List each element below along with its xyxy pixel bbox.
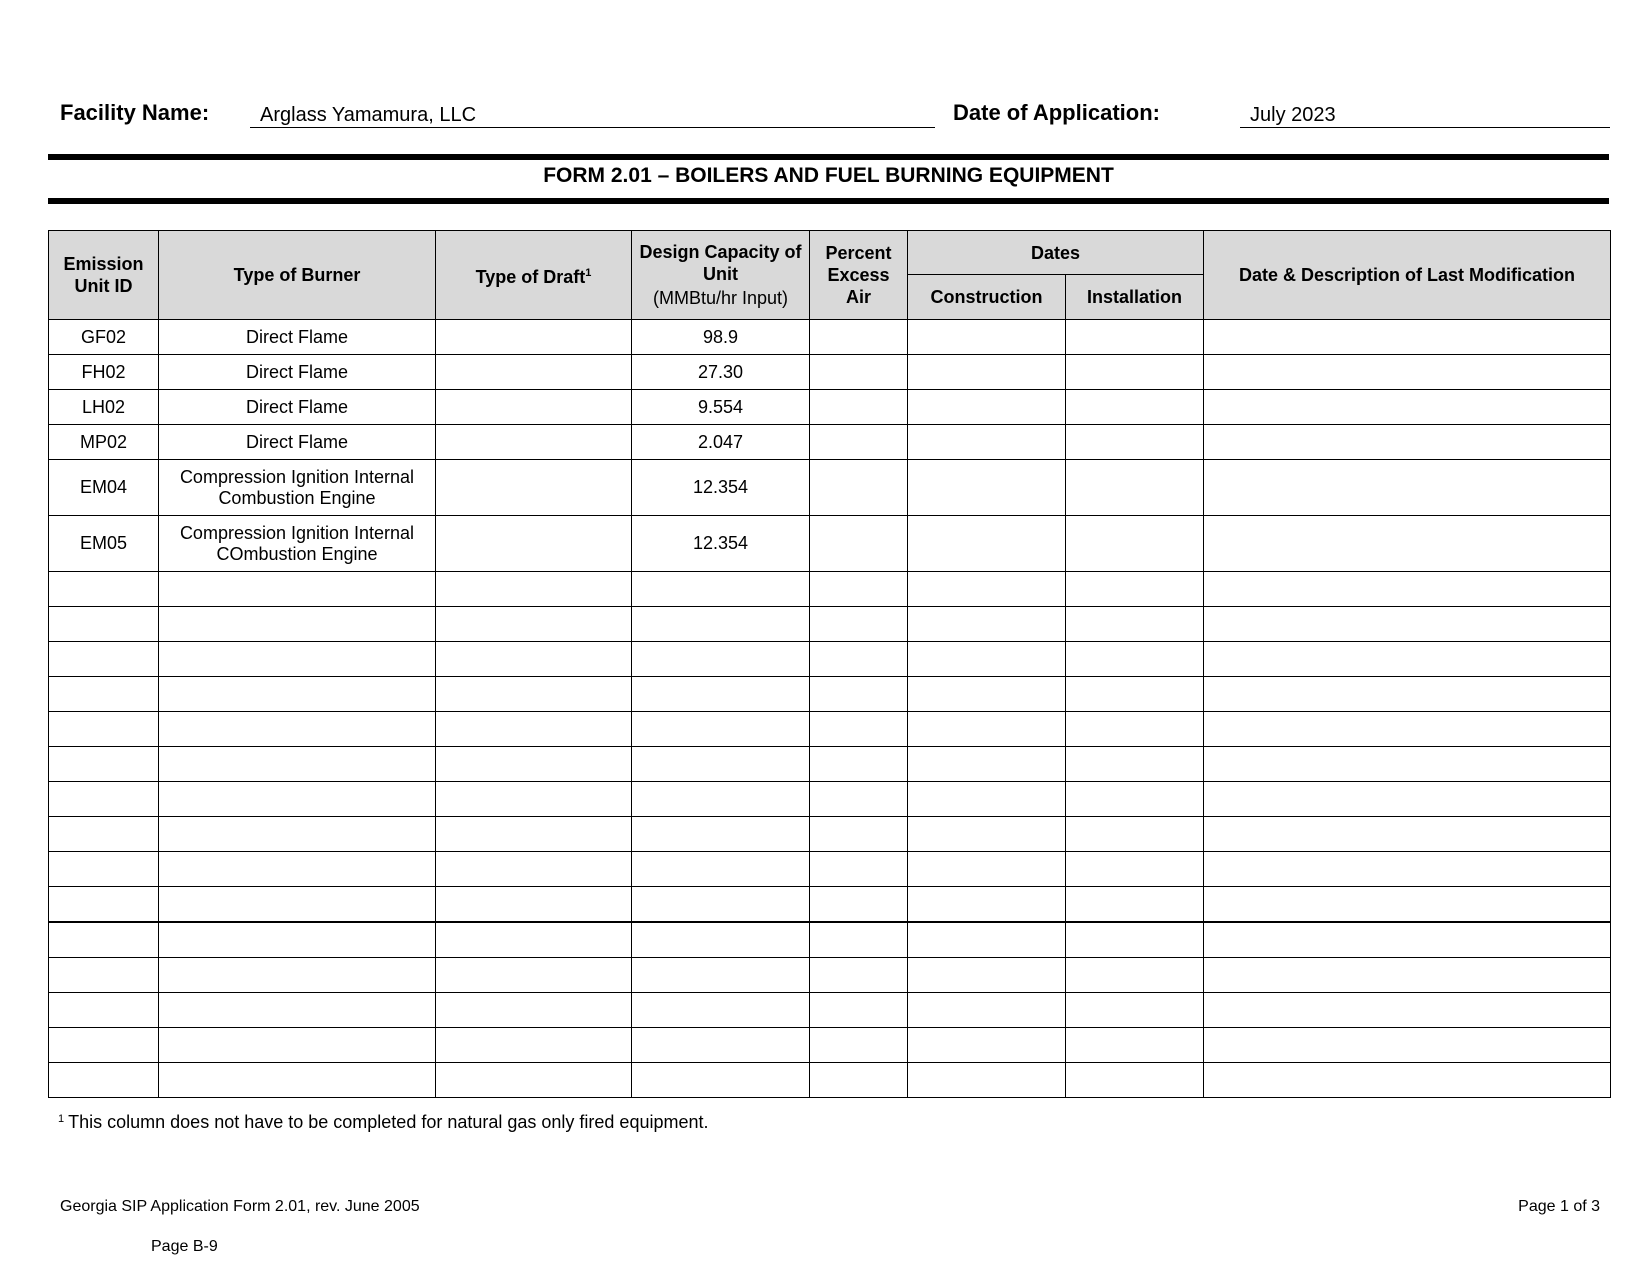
cell-draft[interactable] — [436, 993, 632, 1028]
cell-modification[interactable] — [1204, 355, 1611, 390]
draft-footnote-marker: 1 — [585, 267, 592, 279]
header-installation: Installation — [1066, 275, 1204, 320]
cell-excess-air[interactable] — [810, 1028, 908, 1063]
cell-construction[interactable] — [908, 958, 1066, 993]
cell-installation[interactable] — [1066, 817, 1204, 852]
cell-unit-id[interactable]: MP02 — [49, 425, 159, 460]
cell-installation[interactable] — [1066, 712, 1204, 747]
cell-burner[interactable] — [159, 642, 436, 677]
table-row — [49, 460, 1611, 516]
cell-capacity[interactable] — [632, 642, 810, 677]
cell-unit-id[interactable] — [49, 712, 159, 747]
cell-construction[interactable] — [908, 712, 1066, 747]
cell-draft[interactable] — [436, 355, 632, 390]
cell-draft[interactable] — [436, 320, 632, 355]
cell-construction[interactable] — [908, 460, 1066, 516]
cell-excess-air[interactable] — [810, 642, 908, 677]
cell-burner[interactable] — [159, 782, 436, 817]
cell-construction[interactable] — [908, 1063, 1066, 1098]
cell-construction[interactable] — [908, 782, 1066, 817]
cell-excess-air[interactable] — [810, 320, 908, 355]
blank-table-row — [49, 922, 1611, 958]
cell-capacity[interactable] — [632, 958, 810, 993]
cell-excess-air[interactable] — [810, 425, 908, 460]
cell-capacity[interactable]: 2.047 — [632, 425, 810, 460]
cell-unit-id[interactable] — [49, 572, 159, 607]
cell-capacity[interactable]: 12.354 — [632, 460, 810, 516]
equipment-table — [48, 230, 1611, 1098]
title-top-rule — [48, 154, 1609, 160]
cell-modification[interactable] — [1204, 958, 1611, 993]
cell-unit-id[interactable] — [49, 852, 159, 887]
cell-construction[interactable] — [908, 425, 1066, 460]
cell-capacity[interactable] — [632, 922, 810, 958]
cell-draft[interactable] — [436, 958, 632, 993]
cell-excess-air[interactable] — [810, 572, 908, 607]
cell-installation[interactable] — [1066, 887, 1204, 923]
blank-table-row — [49, 817, 1611, 852]
blank-table-row — [49, 1063, 1611, 1098]
header-last-modification: Date & Description of Last Modification — [1204, 231, 1611, 320]
cell-installation[interactable] — [1066, 993, 1204, 1028]
cell-installation[interactable] — [1066, 782, 1204, 817]
cell-draft[interactable] — [436, 425, 632, 460]
cell-burner[interactable] — [159, 572, 436, 607]
cell-construction[interactable] — [908, 677, 1066, 712]
header-percent-excess-air: Percent Excess Air — [810, 231, 908, 320]
cell-excess-air[interactable] — [810, 958, 908, 993]
cell-excess-air[interactable] — [810, 607, 908, 642]
cell-capacity[interactable]: 12.354 — [632, 516, 810, 572]
cell-modification[interactable] — [1204, 1063, 1611, 1098]
cell-draft[interactable] — [436, 887, 632, 923]
cell-capacity[interactable] — [632, 677, 810, 712]
cell-construction[interactable] — [908, 852, 1066, 887]
cell-unit-id[interactable] — [49, 1028, 159, 1063]
cell-installation[interactable] — [1066, 642, 1204, 677]
cell-unit-id[interactable]: FH02 — [49, 355, 159, 390]
cell-excess-air[interactable] — [810, 993, 908, 1028]
cell-installation[interactable] — [1066, 460, 1204, 516]
cell-excess-air[interactable] — [810, 677, 908, 712]
cell-draft[interactable] — [436, 1028, 632, 1063]
cell-draft[interactable] — [436, 852, 632, 887]
cell-construction[interactable] — [908, 887, 1066, 923]
cell-burner[interactable] — [159, 922, 436, 958]
cell-burner[interactable] — [159, 1063, 436, 1098]
blank-table-row — [49, 712, 1611, 747]
cell-construction[interactable] — [908, 1028, 1066, 1063]
cell-burner[interactable]: Direct Flame — [159, 355, 436, 390]
cell-capacity[interactable] — [632, 607, 810, 642]
cell-draft[interactable] — [436, 1063, 632, 1098]
cell-burner[interactable]: Compression Ignition Internal COmbustion Engine — [159, 516, 436, 572]
cell-unit-id[interactable] — [49, 607, 159, 642]
cell-unit-id[interactable] — [49, 922, 159, 958]
cell-installation[interactable] — [1066, 516, 1204, 572]
cell-capacity[interactable] — [632, 1063, 810, 1098]
cell-excess-air[interactable] — [810, 922, 908, 958]
facility-name-field[interactable]: Arglass Yamamura, LLC — [250, 100, 935, 128]
cell-installation[interactable] — [1066, 1028, 1204, 1063]
cell-capacity[interactable] — [632, 993, 810, 1028]
table-row — [49, 320, 1611, 355]
cell-modification[interactable] — [1204, 516, 1611, 572]
cell-modification[interactable] — [1204, 607, 1611, 642]
blank-table-row — [49, 852, 1611, 887]
cell-installation[interactable] — [1066, 390, 1204, 425]
header-design-capacity-units: (MMBtu/hr Input) — [652, 288, 789, 308]
cell-construction[interactable] — [908, 993, 1066, 1028]
cell-construction[interactable] — [908, 320, 1066, 355]
cell-modification[interactable] — [1204, 922, 1611, 958]
cell-draft[interactable] — [436, 516, 632, 572]
header-type-of-draft-text: Type of Draft — [475, 267, 586, 287]
cell-installation[interactable] — [1066, 425, 1204, 460]
table-row — [49, 390, 1611, 425]
cell-excess-air[interactable] — [810, 516, 908, 572]
cell-unit-id[interactable] — [49, 747, 159, 782]
cell-capacity[interactable]: 9.554 — [632, 390, 810, 425]
header-dates: Dates — [908, 231, 1204, 275]
blank-table-row — [49, 747, 1611, 782]
header-design-capacity-text: Design Capacity of Unit — [639, 242, 802, 284]
cell-unit-id[interactable] — [49, 958, 159, 993]
blank-table-row — [49, 958, 1611, 993]
cell-capacity[interactable] — [632, 712, 810, 747]
form-title: FORM 2.01 – BOILERS AND FUEL BURNING EQUIPMENT — [543, 164, 1114, 187]
table-row — [49, 355, 1611, 390]
cell-installation[interactable] — [1066, 677, 1204, 712]
table-row — [49, 425, 1611, 460]
cell-installation[interactable] — [1066, 747, 1204, 782]
cell-excess-air[interactable] — [810, 712, 908, 747]
blank-table-row — [49, 782, 1611, 817]
table-row — [49, 516, 1611, 572]
cell-unit-id[interactable] — [49, 782, 159, 817]
cell-excess-air[interactable] — [810, 390, 908, 425]
footnote-text: This column does not have to be completed for natural gas only fired equipment. — [68, 1112, 709, 1132]
blank-table-row — [49, 677, 1611, 712]
blank-table-row — [49, 1028, 1611, 1063]
footer-page-code: Page B-9 — [151, 1238, 218, 1255]
cell-unit-id[interactable] — [49, 642, 159, 677]
cell-draft[interactable] — [436, 607, 632, 642]
cell-unit-id[interactable] — [49, 887, 159, 923]
cell-construction[interactable] — [908, 922, 1066, 958]
cell-excess-air[interactable] — [810, 852, 908, 887]
cell-burner[interactable] — [159, 817, 436, 852]
header-type-of-burner: Type of Burner — [159, 231, 436, 320]
cell-burner[interactable] — [159, 993, 436, 1028]
cell-burner[interactable] — [159, 958, 436, 993]
blank-table-row — [49, 572, 1611, 607]
cell-unit-id[interactable] — [49, 817, 159, 852]
cell-modification[interactable] — [1204, 887, 1611, 923]
cell-burner[interactable] — [159, 852, 436, 887]
cell-excess-air[interactable] — [810, 355, 908, 390]
cell-construction[interactable] — [908, 642, 1066, 677]
blank-table-row — [49, 993, 1611, 1028]
date-of-application-field[interactable]: July 2023 — [1240, 100, 1610, 128]
cell-capacity[interactable] — [632, 887, 810, 923]
cell-unit-id[interactable]: EM04 — [49, 460, 159, 516]
cell-burner[interactable]: Direct Flame — [159, 425, 436, 460]
cell-installation[interactable] — [1066, 572, 1204, 607]
cell-modification[interactable] — [1204, 817, 1611, 852]
facility-name-label: Facility Name: — [60, 100, 210, 125]
cell-modification[interactable] — [1204, 572, 1611, 607]
cell-burner[interactable] — [159, 887, 436, 923]
cell-excess-air[interactable] — [810, 782, 908, 817]
cell-construction[interactable] — [908, 572, 1066, 607]
cell-capacity[interactable]: 98.9 — [632, 320, 810, 355]
cell-installation[interactable] — [1066, 958, 1204, 993]
cell-installation[interactable] — [1066, 320, 1204, 355]
cell-unit-id[interactable]: EM05 — [49, 516, 159, 572]
cell-draft[interactable] — [436, 922, 632, 958]
header-unit-id: Emission Unit ID — [49, 231, 159, 320]
cell-burner[interactable] — [159, 677, 436, 712]
cell-burner[interactable] — [159, 1028, 436, 1063]
cell-draft[interactable] — [436, 747, 632, 782]
cell-excess-air[interactable] — [810, 460, 908, 516]
cell-construction[interactable] — [908, 390, 1066, 425]
cell-modification[interactable] — [1204, 993, 1611, 1028]
cell-draft[interactable] — [436, 460, 632, 516]
cell-installation[interactable] — [1066, 922, 1204, 958]
cell-burner[interactable] — [159, 607, 436, 642]
cell-modification[interactable] — [1204, 320, 1611, 355]
cell-capacity[interactable] — [632, 782, 810, 817]
cell-construction[interactable] — [908, 817, 1066, 852]
header-design-capacity — [632, 231, 810, 320]
blank-table-row — [49, 642, 1611, 677]
cell-excess-air[interactable] — [810, 887, 908, 923]
cell-capacity[interactable]: 27.30 — [632, 355, 810, 390]
cell-unit-id[interactable]: LH02 — [49, 390, 159, 425]
cell-draft[interactable] — [436, 572, 632, 607]
cell-capacity[interactable] — [632, 852, 810, 887]
cell-burner[interactable]: Direct Flame — [159, 390, 436, 425]
cell-modification[interactable] — [1204, 642, 1611, 677]
cell-construction[interactable] — [908, 747, 1066, 782]
cell-excess-air[interactable] — [810, 1063, 908, 1098]
cell-modification[interactable] — [1204, 460, 1611, 516]
title-bottom-rule — [48, 198, 1609, 204]
cell-unit-id[interactable] — [49, 677, 159, 712]
cell-excess-air[interactable] — [810, 817, 908, 852]
cell-capacity[interactable] — [632, 817, 810, 852]
cell-installation[interactable] — [1066, 607, 1204, 642]
cell-construction[interactable] — [908, 516, 1066, 572]
footer-page-of: Page 1 of 3 — [1518, 1198, 1600, 1215]
cell-installation[interactable] — [1066, 1063, 1204, 1098]
cell-draft[interactable] — [436, 712, 632, 747]
cell-construction[interactable] — [908, 607, 1066, 642]
cell-burner[interactable]: Compression Ignition Internal Combustion Engine — [159, 460, 436, 516]
cell-capacity[interactable] — [632, 1028, 810, 1063]
cell-unit-id[interactable] — [49, 1063, 159, 1098]
cell-unit-id[interactable]: GF02 — [49, 320, 159, 355]
cell-unit-id[interactable] — [49, 993, 159, 1028]
cell-modification[interactable] — [1204, 782, 1611, 817]
cell-modification[interactable] — [1204, 852, 1611, 887]
cell-burner[interactable] — [159, 712, 436, 747]
cell-installation[interactable] — [1066, 355, 1204, 390]
cell-modification[interactable] — [1204, 747, 1611, 782]
cell-modification[interactable] — [1204, 1028, 1611, 1063]
cell-construction[interactable] — [908, 355, 1066, 390]
cell-installation[interactable] — [1066, 852, 1204, 887]
footnote — [58, 1112, 709, 1133]
cell-modification[interactable] — [1204, 677, 1611, 712]
cell-burner[interactable] — [159, 747, 436, 782]
cell-draft[interactable] — [436, 390, 632, 425]
cell-modification[interactable] — [1204, 390, 1611, 425]
header-construction: Construction — [908, 275, 1066, 320]
cell-capacity[interactable] — [632, 747, 810, 782]
cell-draft[interactable] — [436, 642, 632, 677]
cell-capacity[interactable] — [632, 572, 810, 607]
date-of-application-label: Date of Application: — [953, 100, 1160, 125]
blank-table-row — [49, 887, 1611, 923]
cell-draft[interactable] — [436, 782, 632, 817]
cell-modification[interactable] — [1204, 712, 1611, 747]
cell-modification[interactable] — [1204, 425, 1611, 460]
header-type-of-draft — [436, 231, 632, 320]
cell-excess-air[interactable] — [810, 747, 908, 782]
cell-draft[interactable] — [436, 677, 632, 712]
footnote-marker: 1 — [58, 1113, 65, 1125]
blank-table-row — [49, 607, 1611, 642]
footer-form-info: Georgia SIP Application Form 2.01, rev. June 2005 — [60, 1198, 420, 1215]
cell-draft[interactable] — [436, 817, 632, 852]
cell-burner[interactable]: Direct Flame — [159, 320, 436, 355]
